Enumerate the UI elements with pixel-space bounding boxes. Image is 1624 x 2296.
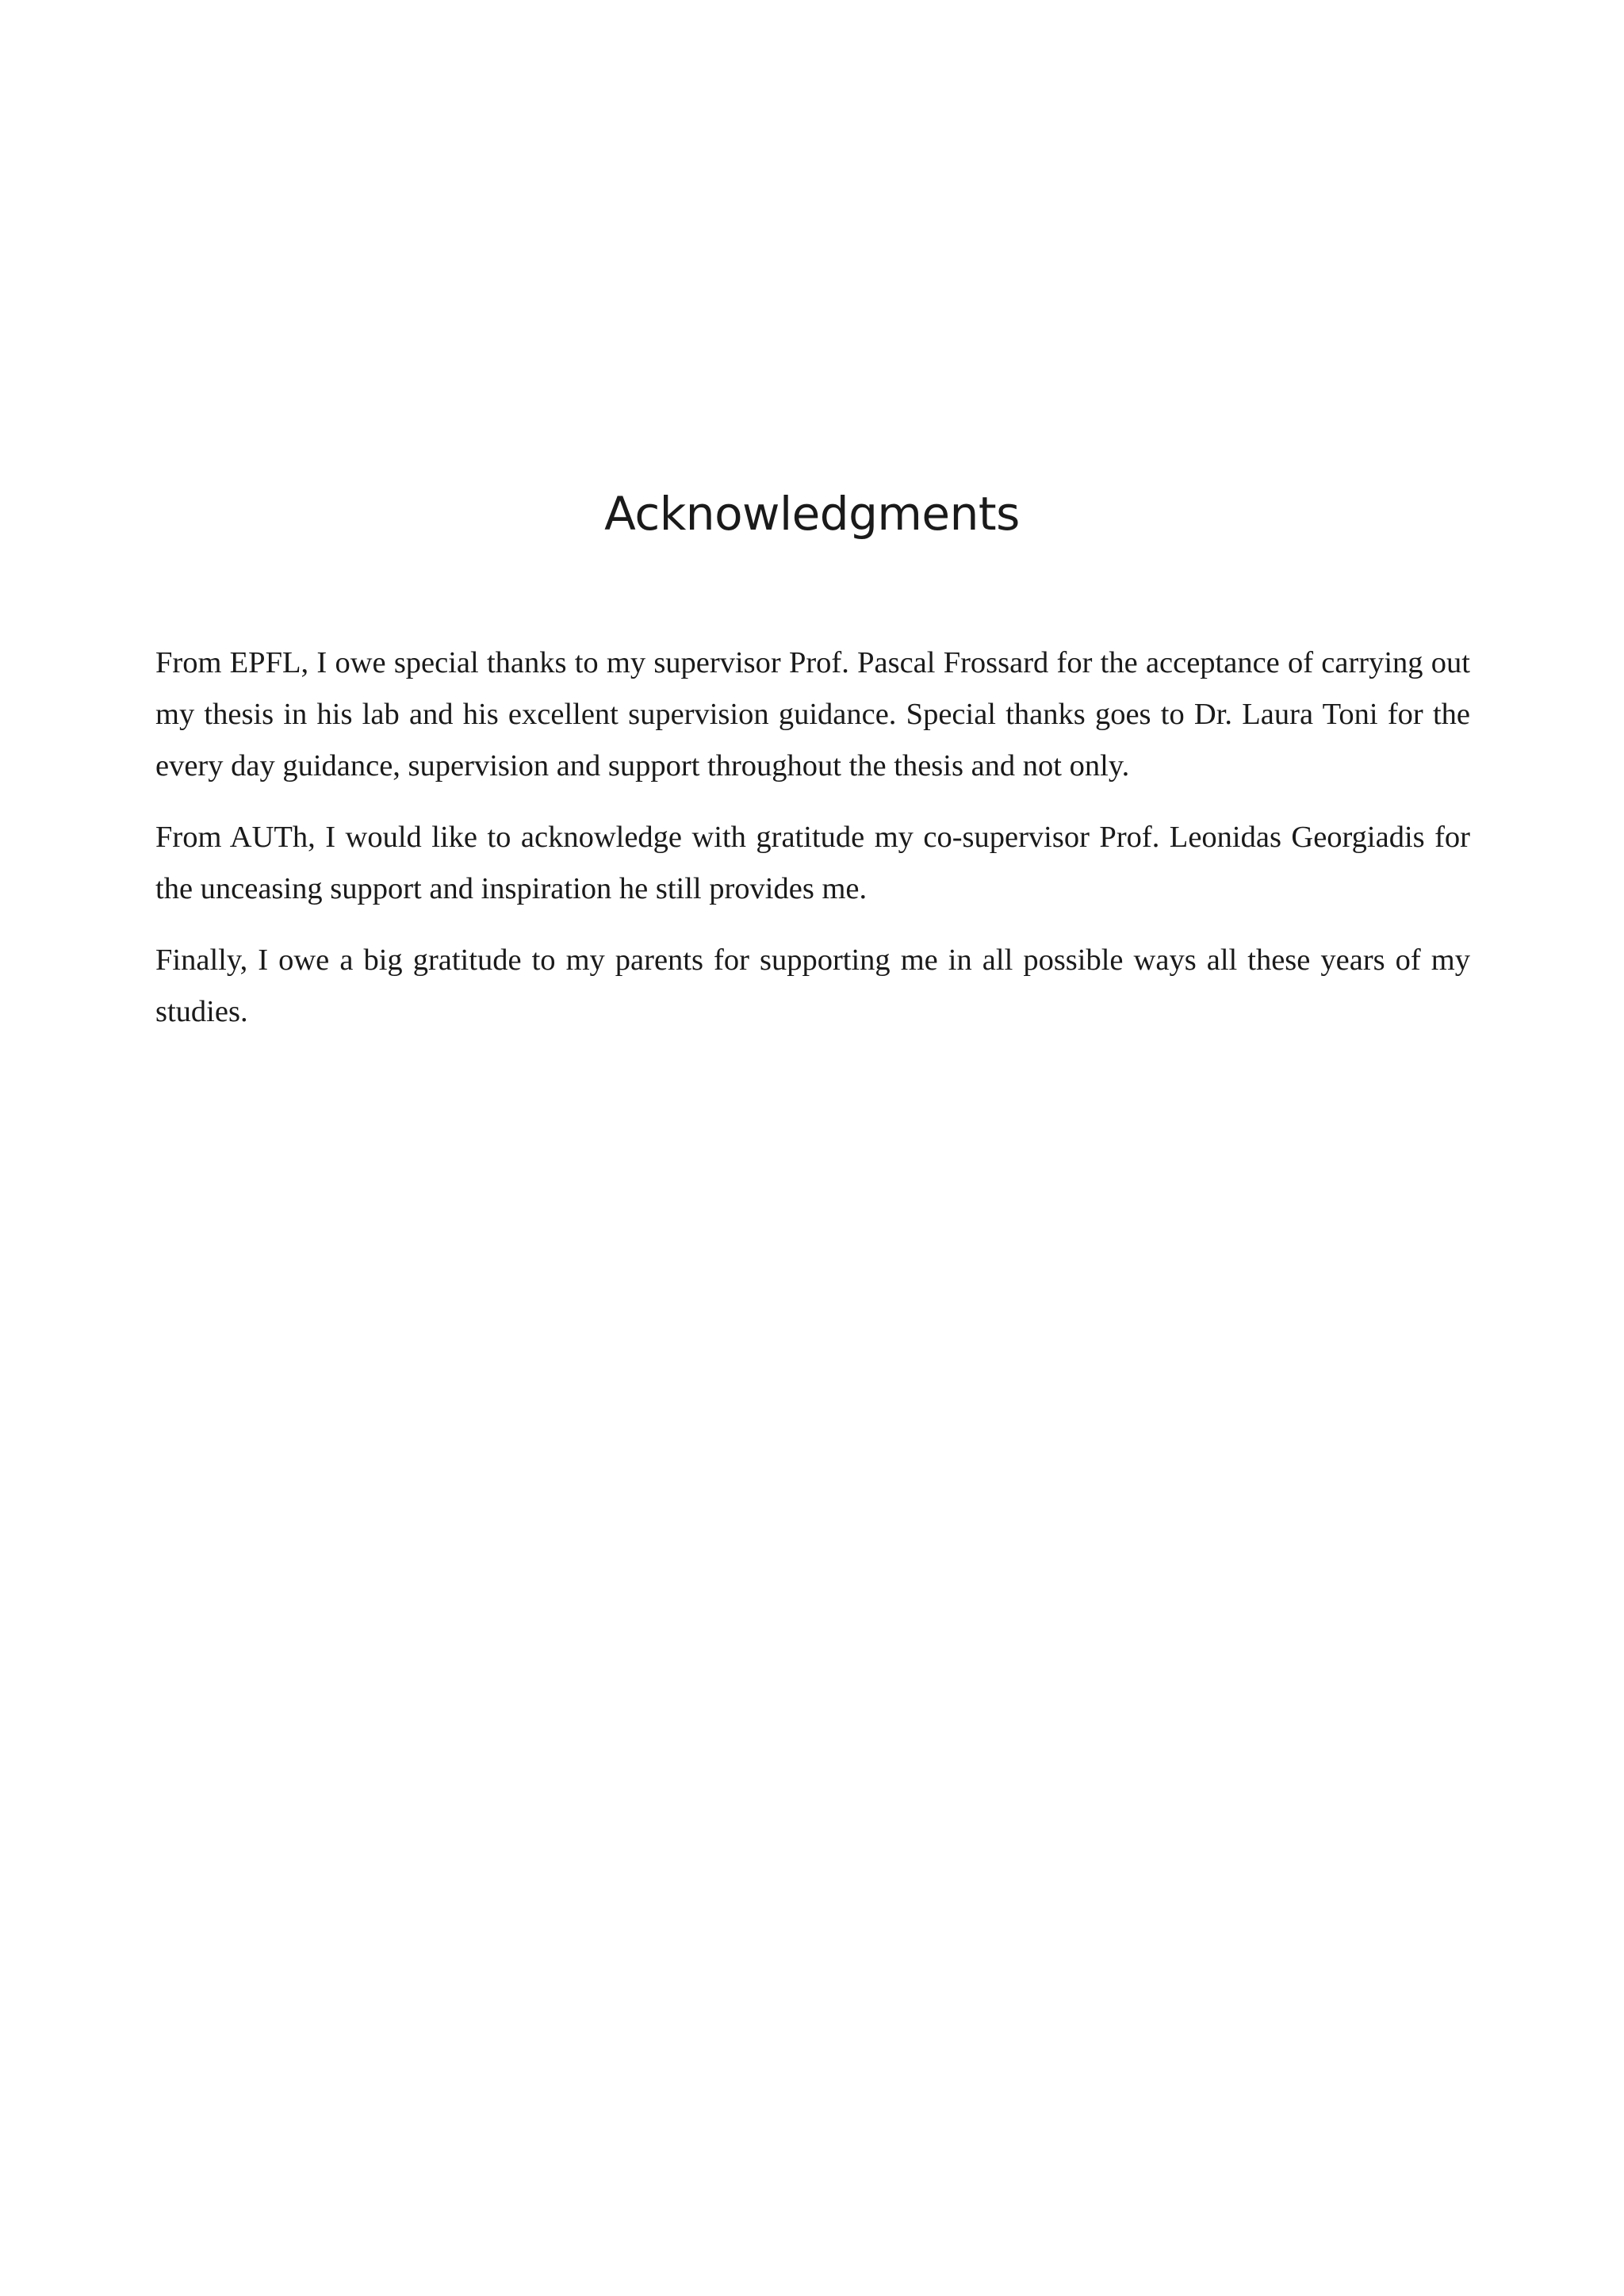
paragraph-parents: Finally, I owe a big gratitude to my parents for supporting me in all possible ways all these years of my studies. bbox=[155, 943, 1470, 1028]
page-title: Acknowledgments bbox=[604, 487, 1020, 541]
paragraph-epfl: From EPFL, I owe special thanks to my supervisor Prof. Pascal Frossard for the acceptance of carrying out my thesis in his lab and his excellent supervision guidance. Special thanks goes to Dr. Laura Toni for the every day guidance, supervision and support throughout the thesis and not only. bbox=[155, 646, 1470, 783]
paragraph-auth: From AUTh, I would like to acknowledge with gratitude my co-supervisor Prof. Leonidas Georgiadis for the unceasing support and inspiration he still provides me. bbox=[155, 821, 1470, 905]
acknowledgments-body bbox=[155, 637, 1470, 1058]
